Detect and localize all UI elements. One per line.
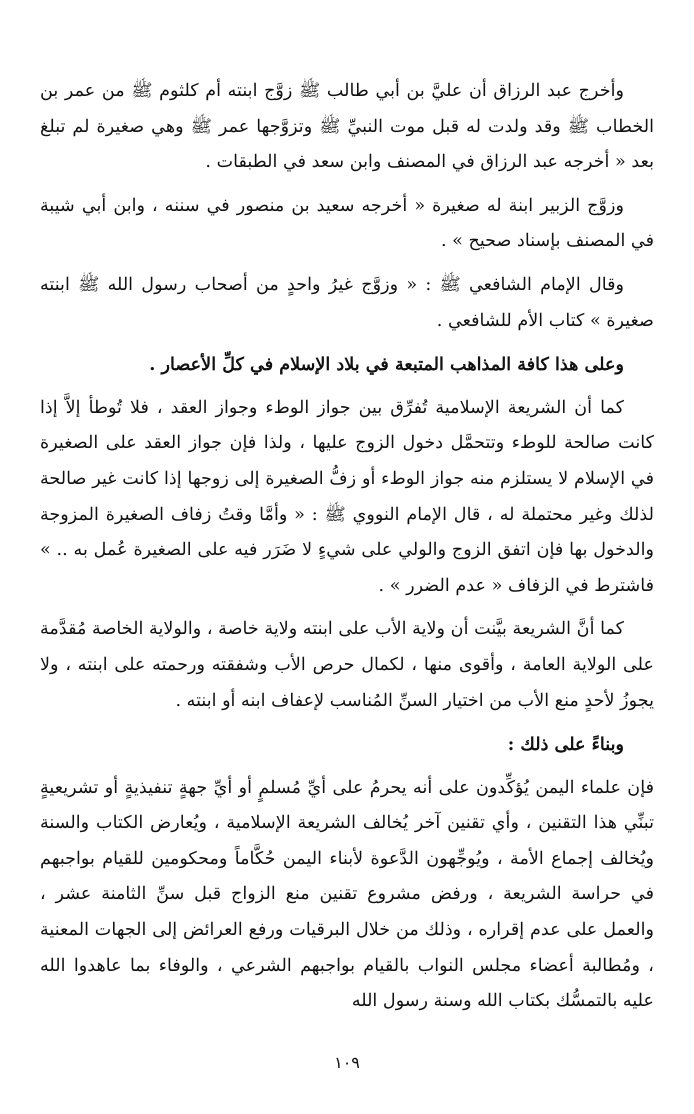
paragraph-madhahib: وعلى هذا كافة المذاهب المتبعة في بلاد الإسلام في كلِّ الأعصار . [149,354,624,376]
paragraph-wilaya: كما أنَّ الشريعة بيَّنت أن ولاية الأب على ابنته ولاية خاصة ، والولاية الخاصة مُقدَّمة على الولاية العامة ، وأقوى منها ، لكمال حرص الأب وشفقته ورحمته على ابنته ، ولا يجوزُ لأحدٍ منع الأب من اختيار السنِّ المُناسب لإعفاف ابنه أو ابنته . [40,619,654,711]
paragraph-zubair: وزوَّج الزبير ابنة له صغيرة « أخرجه سعيد بن منصور في سننه ، وابن أبي شيبة في المصنف بإسناد صحيح » . [40,195,654,252]
paragraph-shafii: وقال الإمام الشافعي ﷺ : « وزوَّج غيرُ واحدٍ من أصحاب رسول الله ﷺ ابنته صغيرة » كتاب الأم للشافعي . [40,274,654,331]
paragraph-yemen-scholars: فإن علماء اليمن يُؤكِّدون على أنه يحرمُ على أيِّ مُسلمٍ أو أيِّ جهةٍ تنفيذيةٍ أو تشريعيةٍ تبنِّي هذا التقنين ، وأي تقنين آخر يُخالف الشريعة الإسلامية ، ويُعارض الكتاب والسنة ويُخالف إجماع الأمة ، ويُوجِّهون الدَّعوة لأبناء اليمن حُكَّاماً ومحكومين للقيام بواجبهم في حراسة الشريعة ، ورفض مشروع تقنين منع الزواج قبل سنِّ الثامنة عشر ، والعمل على عدم إقراره ، وذلك من خلال البرقيات ورفع العرائض إلى الجهات المعنية ، ومُطالبة أعضاء مجلس النواب بالقيام بواجبهم الشرعي ، والوفاء بما عاهدوا الله عليه بالتمسُّك بكتاب الله وسنة رسول الله [40,777,654,1012]
paragraph-abdulrazzaq: وأخرج عبد الرزاق أن عليَّ بن أبي طالب ﷺ زوَّج ابنته أم كلثوم ﷺ من عمر بن الخطاب ﷺ وقد ولدت له قبل موت النبيِّ ﷺ وتزوَّجها عمر ﷺ وهي صغيرة لم تبلغ بعد « أخرجه عبد الرزاق في المصنف وابن سعد في الطبقات . [40,81,654,173]
section-heading-conclusion: وبناءً على ذلك : [507,734,624,756]
page-number: ١٠٩ [334,1053,360,1072]
paragraph-wat-aqd: كما أن الشريعة الإسلامية تُفرِّق بين جواز الوطء وجواز العقد ، فلا تُوطأ إلاَّ إذا كانت صالحة للوطء وتتحمَّل دخول الزوج عليها ، ولذا فإن جواز العقد على الصغيرة في الإسلام لا يستلزم منه جواز الوطء أو زفُّ الصغيرة إلى زوجها إذا كانت غير صالحة لذلك وغير محتملة له ، قال الإمام النووي ﷺ : « وأمَّا وقتُ زفاف الصغيرة المزوجة والدخول بها فإن اتفق الزوج والولي على شيءٍ لا ضَرَر فيه على الصغيرة عُمل به .. » فاشترط في الزفاف « عدم الضرر » . [40,397,654,596]
page-body [40,74,654,1028]
